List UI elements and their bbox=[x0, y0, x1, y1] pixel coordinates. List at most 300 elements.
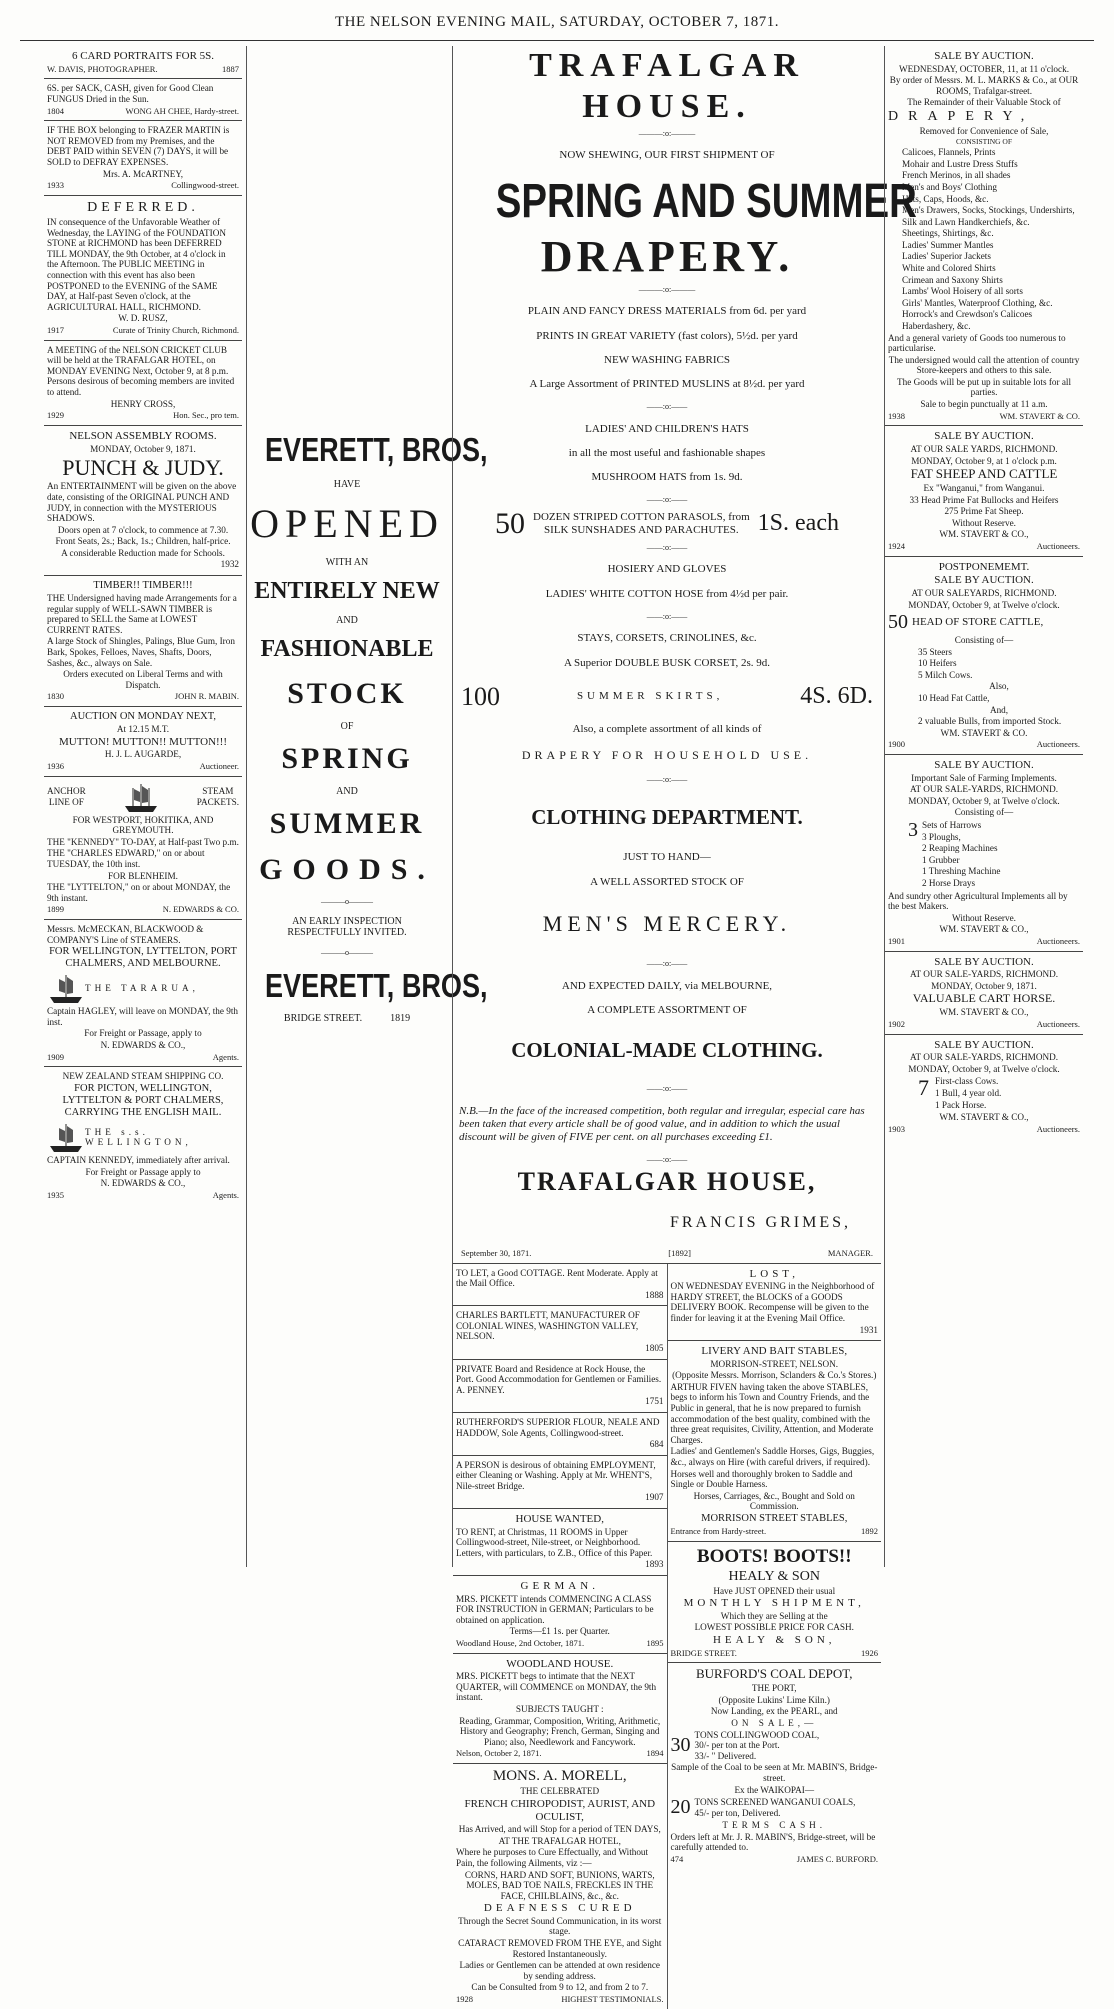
ad-number: 1893 bbox=[645, 1559, 664, 1570]
trafalgar-drapery: DRAPERY. bbox=[540, 231, 794, 281]
everett-opened: OPENED bbox=[250, 501, 444, 546]
trafalgar-hosiery: HOSIERY AND GLOVES bbox=[607, 563, 727, 576]
item: White and Colored Shirts bbox=[902, 263, 996, 274]
trafalgar-number: [1892] bbox=[668, 1248, 691, 1259]
ad-doors: Doors open at 7 o'clock, to commence at 7.30. bbox=[57, 524, 229, 535]
ad-signature: JAMES C. BURFORD. bbox=[796, 1853, 878, 1864]
cattle-qty: 50 bbox=[888, 611, 908, 634]
everett-fashionable: FASHIONABLE bbox=[260, 636, 434, 662]
ad-number: 684 bbox=[649, 1439, 664, 1450]
ad-text: MRS. PICKETT intends COMMENCING A CLASS FOR INSTRUCTION in GERMAN; Particulars to be obtained on application. bbox=[456, 1593, 654, 1625]
ad-fat: FAT SHEEP AND CATTLE bbox=[910, 466, 1058, 482]
ad-general: And a general variety of Goods too numerous to particularise. bbox=[888, 332, 1066, 354]
ad-auction-fat-sheep bbox=[885, 426, 1083, 556]
everett-and2: AND bbox=[336, 786, 358, 797]
ad-text: A PERSON is desirous of obtaining EMPLOYMENT, either Cleaning or Washing. Apply at Mr. WHENT'S, Nile-street Bridge. bbox=[456, 1459, 656, 1491]
coal-20: TONS SCREENED WANGANUI COALS, bbox=[694, 1797, 856, 1808]
ad-opened: Have JUST OPENED their usual bbox=[713, 1585, 836, 1596]
parasols-price: 1S. each bbox=[757, 510, 839, 537]
ad-auction-drapery bbox=[885, 46, 1083, 426]
ad-where: AT OUR SALE-YARDS, RICHMOND. bbox=[909, 969, 1059, 980]
ad-sheep: 275 Prime Fat Sheep. bbox=[944, 506, 1024, 517]
item: Hats, Caps, Hoods, &c. bbox=[902, 193, 989, 204]
ad-title: TIMBER!! TIMBER!!! bbox=[93, 580, 193, 591]
ad-fungus bbox=[44, 79, 242, 121]
trafalgar-household: DRAPERY FOR HOUSEHOLD USE. bbox=[521, 748, 813, 763]
ad-remainder: The Remainder of their Valuable Stock of bbox=[907, 97, 1061, 108]
divider: ——:o:—— bbox=[646, 611, 688, 621]
ad-ladies: Ladies or Gentlemen can be attended at own residence by sending address. bbox=[459, 1960, 660, 1981]
ad-signature: WM. STAVERT & CO., bbox=[939, 529, 1029, 540]
divider: ——:o:—— bbox=[646, 402, 688, 412]
ad-house-wanted bbox=[453, 1509, 667, 1576]
skirts-price: 4S. 6D. bbox=[800, 682, 873, 709]
ad-number: 1917 bbox=[47, 324, 64, 335]
ad-davis bbox=[44, 46, 242, 79]
item: Also, bbox=[989, 681, 1009, 692]
ad-sample: Sample of the Coal to be seen at Mr. MABIN'S, Bridge-street. bbox=[671, 1762, 878, 1783]
everett-and: AND bbox=[336, 615, 358, 626]
ad-number: 1751 bbox=[645, 1396, 664, 1407]
ad-freight: For Freight or Passage apply to bbox=[85, 1166, 201, 1177]
coal-30-qty: 30 bbox=[670, 1734, 691, 1756]
everett-number: 1819 bbox=[390, 1013, 411, 1024]
ad-livery-stables bbox=[668, 1341, 882, 1542]
ad-selling: Which they are Selling at the bbox=[720, 1610, 828, 1621]
ad-date: MONDAY, October 9, at Twelve o'clock. bbox=[908, 599, 1060, 610]
ad-title: SALE BY AUCTION. bbox=[934, 574, 1034, 587]
ad-number: 1938 bbox=[888, 410, 905, 421]
ad-morell bbox=[453, 1764, 667, 2009]
trafalgar-hats: LADIES' AND CHILDREN'S HATS bbox=[585, 422, 749, 435]
item: Silk and Lawn Handkerchiefs, &c. bbox=[902, 216, 1030, 227]
ad-title: SALE BY AUCTION. bbox=[934, 50, 1034, 62]
ad-orders: Orders executed on Liberal Terms and with Dispatch. bbox=[63, 669, 223, 690]
ad-number: 1931 bbox=[859, 1324, 878, 1335]
everett-summer: SUMMER bbox=[269, 807, 425, 840]
ad-nz-steam bbox=[44, 1067, 242, 1204]
ad-where: AT OUR SALEYARDS, RICHMOND. bbox=[911, 587, 1057, 598]
ad-consult: Can be Consulted from 9 to 12, and from 2 to 7. bbox=[471, 1982, 649, 1993]
ad-number: 1899 bbox=[47, 904, 64, 915]
ad-signature: WM. STAVERT & CO. bbox=[940, 727, 1028, 738]
ad-number: 1894 bbox=[646, 1748, 664, 1759]
item: Men's and Boys' Clothing bbox=[902, 181, 997, 192]
ad-number: 1907 bbox=[645, 1492, 664, 1503]
ad-text: IF THE BOX belonging to FRAZER MARTIN is NOT REMOVED from my Premises, and the DEBT PAID within SEVEN (7) DAYS, it will be SOLD to DEFRAY EXPENSES. bbox=[47, 125, 230, 168]
item: Mohair and Lustre Dress Stuffs bbox=[902, 158, 1018, 169]
item: Ladies' Superior Jackets bbox=[902, 251, 991, 262]
column-1 bbox=[44, 46, 242, 1567]
anchor-left: ANCHOR bbox=[47, 785, 86, 796]
ad-number: 1892 bbox=[861, 1525, 878, 1536]
ad-text: An ENTERTAINMENT will be given on the above date, consisting of the ORIGINAL PUNCH AND JUDY, in connection with the MYSTERIOUS SHADOWS. bbox=[47, 481, 237, 524]
item: 2 Horse Drays bbox=[922, 877, 976, 888]
ad-cricket bbox=[44, 341, 242, 426]
item: And, bbox=[989, 704, 1009, 715]
ad-role: Curate of Trinity Church, Richmond. bbox=[112, 324, 239, 335]
coal-20-price: 45/- per ton, Delivered. bbox=[694, 1807, 781, 1818]
ad-signature: Mrs. A. McARTNEY, bbox=[102, 168, 184, 179]
item: Ladies' Summer Mantles bbox=[902, 239, 994, 250]
ad-number: 1935 bbox=[47, 1189, 64, 1200]
ad-auction-cows bbox=[885, 1035, 1083, 1139]
ad-healy-2: HEALY & SON, bbox=[712, 1633, 836, 1646]
ad-stables: MORRISON STREET STABLES, bbox=[701, 1512, 848, 1524]
ad-date: MONDAY, October 9, at Twelve o'clock. bbox=[908, 1063, 1060, 1074]
ad-text: TO LET, a Good COTTAGE. Rent Moderate. Apply at the Mail Office. bbox=[456, 1267, 658, 1289]
ad-subjects: Reading, Grammar, Composition, Writing, Arithmetic, History and Geography; French, German, Singing and Piano; also, Needlework and Fancywork. bbox=[459, 1715, 661, 1747]
ad-title: LIVERY AND BAIT STABLES, bbox=[701, 1345, 848, 1358]
divider: ———o——— bbox=[321, 897, 373, 906]
ad-stock: A large Stock of Shingles, Palings, Blue Gum, Iron Bark, Spokes, Felloes, Naves, Shafts, Doors, Sashes, &c., always on Sale. bbox=[47, 636, 235, 668]
ad-number: 474 bbox=[670, 1853, 684, 1864]
skirts-qty: 100 bbox=[461, 681, 500, 711]
item: Men's Drawers, Socks, Stockings, Undershirts, bbox=[902, 205, 1075, 216]
ad-deafness-text: Through the Secret Sound Communication, in its worst stage. bbox=[458, 1915, 662, 1937]
classifieds bbox=[453, 1264, 881, 2009]
ad-subjects-title: SUBJECTS TAUGHT : bbox=[515, 1704, 604, 1715]
anchor-left2: LINE OF bbox=[48, 797, 84, 808]
ad-role: Auctioneers. bbox=[1036, 1123, 1080, 1134]
trafalgar-clothing: CLOTHING DEPARTMENT. bbox=[531, 805, 803, 830]
item: 35 Steers bbox=[918, 646, 952, 657]
everett-goods: GOODS. bbox=[259, 853, 435, 886]
ad-opposite: (Opposite Messrs. Morrison, Sclanders & Co.'s Stores.) bbox=[672, 1370, 877, 1381]
ad-title: SALE BY AUCTION. bbox=[934, 759, 1034, 772]
ad-order: By order of Messrs. M. L. MARKS & Co., at OUR ROOMS, Trafalgar-street. bbox=[889, 75, 1079, 96]
ad-signature: WM. STAVERT & CO., bbox=[939, 924, 1029, 935]
ad-reserve: Without Reserve. bbox=[952, 912, 1016, 923]
ad-auction-mutton bbox=[44, 707, 242, 777]
divider: ———:o:——— bbox=[638, 128, 696, 138]
ad-signature: WM. STAVERT & CO. bbox=[999, 410, 1080, 421]
item: 5 Milch Cows. bbox=[918, 669, 973, 680]
ship-icon bbox=[47, 971, 85, 1005]
item: 10 Head Fat Cattle, bbox=[918, 693, 990, 704]
ad-line: Messrs. McMECKAN, BLACKWOOD & COMPANY'S Line of STEAMERS. bbox=[47, 924, 204, 945]
trafalgar-title: TRAFALGAR HOUSE. bbox=[529, 47, 805, 125]
divider: ———o——— bbox=[321, 948, 373, 957]
ad-title: SALE BY AUCTION. bbox=[934, 955, 1034, 968]
item: French Merinos, in all shades bbox=[902, 170, 1011, 181]
item: Lambs' Wool Hoisery of all sorts bbox=[902, 286, 1023, 297]
ad-timber bbox=[44, 576, 242, 707]
everett-with: WITH AN bbox=[325, 557, 369, 568]
ad-signature: N. EDWARDS & CO., bbox=[100, 1040, 186, 1051]
ad-for: FOR PICTON, WELLINGTON, LYTTELTON & PORT CHALMERS, CARRYING THE ENGLISH MAIL. bbox=[62, 1082, 224, 1119]
masthead: THE NELSON EVENING MAIL, SATURDAY, OCTOBER 7, 1871. bbox=[20, 14, 1094, 41]
ad-text: Captain HAGLEY, will leave on MONDAY, the 9th inst. bbox=[47, 1006, 238, 1027]
everett-of: OF bbox=[340, 721, 354, 732]
ad-address: Woodland House, 2nd October, 1871. bbox=[456, 1637, 585, 1648]
ad-german bbox=[453, 1576, 667, 1654]
ad-number: 1887 bbox=[222, 63, 239, 74]
ad-mcmeckan bbox=[44, 920, 242, 1067]
ad-consisting: Consisting of— bbox=[954, 807, 1014, 818]
ad-role: Auctioneers. bbox=[1036, 1018, 1080, 1029]
trafalgar-also: Also, a complete assortment of all kinds of bbox=[572, 722, 762, 735]
item: 1 Threshing Machine bbox=[922, 866, 1001, 877]
implements-qty: 3 bbox=[908, 819, 918, 842]
ad-date: Nelson, October 2, 1871. bbox=[456, 1748, 542, 1759]
ship-icon bbox=[47, 1120, 85, 1154]
ad-auction-implements bbox=[885, 755, 1083, 952]
ad-terms: Terms—£1 1s. per Quarter. bbox=[509, 1626, 610, 1637]
ad-cure: Where he purposes to Cure Effectually, and Without Pain, the following Ailments, viz :— bbox=[456, 1847, 649, 1868]
item: 3 Ploughs, bbox=[922, 831, 961, 842]
ad-employment bbox=[453, 1456, 667, 1509]
item: 1 Bull, 4 year old. bbox=[935, 1087, 1002, 1098]
ad-role: Hon. Sec., pro tem. bbox=[173, 410, 239, 421]
ad-title: BOOTS! BOOTS!! bbox=[696, 1545, 852, 1567]
ad-text: RUTHERFORD'S SUPERIOR FLOUR, NEALE AND HADDOW, Sole Agents, Collingwood-street. bbox=[456, 1416, 660, 1438]
ad-seats: Front Seats, 2s.; Back, 1s.; Children, half-price. bbox=[55, 536, 231, 547]
ad-text: MRS. PICKETT begs to intimate that the NEXT QUARTER, will COMMENCE on MONDAY, the 9th instant. bbox=[456, 1671, 657, 1703]
ad-monthly: MONTHLY SHIPMENT, bbox=[683, 1597, 865, 1610]
ad-bridge: BRIDGE STREET. bbox=[670, 1647, 737, 1658]
ad-profession: FRENCH CHIROPODIST, AURIST, AND OCULIST, bbox=[464, 1797, 656, 1823]
ad-venue: NELSON ASSEMBLY ROOMS. bbox=[69, 429, 217, 442]
ad-to-let bbox=[453, 1264, 667, 1307]
ad-lost bbox=[668, 1264, 882, 1342]
coal-30-price: 30/- per ton at the Port. bbox=[694, 1740, 780, 1751]
coal-30: TONS COLLINGWOOD COAL, bbox=[694, 1729, 820, 1740]
ad-number: 1805 bbox=[645, 1343, 664, 1354]
ad-role: Auctioneers. bbox=[1036, 540, 1080, 551]
ad-ship: THE TARARUA, bbox=[85, 983, 199, 994]
ad-role: Agents. bbox=[212, 1051, 239, 1062]
ad-signature: WONG AH CHEE, Hardy-street. bbox=[125, 105, 239, 116]
everett-have: HAVE bbox=[333, 479, 361, 490]
ad-role: Auctioneers. bbox=[1036, 935, 1080, 946]
ad-where: AT OUR SALE-YARDS, RICHMOND. bbox=[909, 784, 1059, 795]
ad-number: 1895 bbox=[646, 1637, 664, 1648]
ad-title: GERMAN. bbox=[520, 1579, 599, 1592]
ad-number: 1902 bbox=[888, 1018, 905, 1029]
divider: ——:o:—— bbox=[646, 542, 688, 552]
everett-title-2: EVERETT, BROS, bbox=[265, 967, 488, 1004]
ad-text: A MEETING of the NELSON CRICKET CLUB will be held at the TRAFALGAR HOTEL, on MONDAY EVENING Next, October 9, at 8 p.m. Persons desirous of becoming members are invited to attend. bbox=[47, 344, 235, 397]
ad-number: 1933 bbox=[47, 180, 64, 191]
column-auctions bbox=[884, 46, 1083, 1567]
ad-saddle: Ladies' and Gentlemen's Saddle Horses, Gigs, Buggies, &c., always on Hire (with careful drivers, if required). bbox=[670, 1446, 875, 1467]
parasols-qty: 50 bbox=[495, 506, 525, 540]
divider: ——:o:—— bbox=[646, 774, 688, 784]
item: Sheetings, Shirtings, &c. bbox=[902, 228, 994, 239]
divider: ——:o:—— bbox=[646, 1084, 688, 1094]
ad-arrived: Has Arrived, and will Stop for a period of TEN DAYS, bbox=[458, 1824, 661, 1835]
ad-street: MORRISON-STREET, NELSON. bbox=[710, 1358, 839, 1369]
ad-schools: A considerable Reduction made for Schools. bbox=[61, 547, 225, 558]
ad-for: FOR WELLINGTON, LYTTELTON, PORT CHALMERS, AND MELBOURNE. bbox=[49, 946, 237, 970]
coal-30-delivered: 33/- " Delivered. bbox=[694, 1750, 757, 1761]
trafalgar-grimes: FRANCIS GRIMES, bbox=[669, 1214, 851, 1232]
coal-20-qty: 20 bbox=[670, 1796, 691, 1819]
classifieds-right bbox=[668, 1264, 882, 2009]
skirts-text: SUMMER SKIRTS, bbox=[576, 689, 724, 702]
ad-number: 1830 bbox=[47, 691, 64, 702]
ad-lowest: LOWEST POSSIBLE PRICE FOR CASH. bbox=[694, 1622, 854, 1633]
ad-number: 1900 bbox=[888, 739, 905, 750]
item: 1 Grubber bbox=[922, 854, 960, 865]
ad-address: Collingwood-street. bbox=[171, 180, 239, 191]
ad-signature: N. EDWARDS & CO., bbox=[100, 1178, 186, 1189]
ad-text: 6S. per SACK, CASH, given for Good Clean FUNGUS Dried in the Sun. bbox=[47, 83, 214, 104]
trafalgar-muslins: A Large Assortment of PRINTED MUSLINS at 8½d. per yard bbox=[529, 377, 805, 390]
ad-for: FOR WESTPORT, HOKITIKA, AND GREYMOUTH. bbox=[72, 814, 214, 836]
ad-title: PUNCH & JUDY. bbox=[62, 455, 224, 481]
ad-text: CHARLES BARTLETT, MANUFACTURER OF COLONIAL WINES, WASHINGTON VALLEY, NELSON. bbox=[456, 1310, 640, 1342]
ad-box bbox=[44, 121, 242, 196]
trafalgar-busk: A Superior DOUBLE BUSK CORSET, 2s. 9d. bbox=[563, 656, 771, 669]
ad-date: MONDAY, October 9, at Twelve o'clock. bbox=[908, 795, 1060, 806]
ad-lyttelton: THE "LYTTELTON," on or about MONDAY, the 9th instant. bbox=[47, 882, 231, 903]
ad-punch-judy bbox=[44, 426, 242, 576]
ad-testimonials: HIGHEST TESTIMONIALS. bbox=[561, 1993, 664, 2004]
ad-text: MUTTON! MUTTON!! MUTTON!!! bbox=[58, 735, 228, 748]
ad-private-board bbox=[453, 1360, 667, 1413]
ad-text: ON WEDNESDAY EVENING in the Neighborhood of HARDY STREET, the BLOCKS of a GOODS DELIVERY BOOK. Recompense will be given to the finder for leaving it at the Evening Mail Office. bbox=[670, 1281, 875, 1323]
item: Crimean and Saxony Shirts bbox=[902, 274, 1003, 285]
item: Calicoes, Flannels, Prints bbox=[902, 147, 996, 158]
ad-auction-cart-horse bbox=[885, 952, 1083, 1035]
ad-text: PRIVATE Board and Residence at Rock House, the Port. Good Accommodation for Gentlemen or Families. A. PENNEY. bbox=[456, 1363, 662, 1395]
everett-street: BRIDGE STREET. bbox=[283, 1013, 363, 1024]
trafalgar-now: NOW SHEWING, OUR FIRST SHIPMENT OF bbox=[559, 149, 775, 162]
trafalgar-title-2: TRAFALGAR HOUSE, bbox=[517, 1167, 817, 1197]
trafalgar-mushroom: MUSHROOM HATS from 1s. 9d. bbox=[591, 471, 743, 484]
ad-title: AUCTION ON MONDAY NEXT, bbox=[69, 711, 217, 723]
ad-boots bbox=[668, 1542, 882, 1664]
item: 2 Reaping Machines bbox=[922, 843, 998, 854]
ad-title: SALE BY AUCTION. bbox=[934, 1038, 1034, 1051]
parasols-text: DOZEN STRIPED COTTON PARASOLS, from bbox=[533, 510, 750, 523]
trafalgar-expected: AND EXPECTED DAILY, via MELBOURNE, bbox=[561, 979, 773, 992]
ad-role: Auctioneer. bbox=[199, 760, 239, 771]
divider: ——:o:—— bbox=[646, 959, 688, 969]
item: 1 Pack Horse. bbox=[935, 1099, 987, 1110]
ad-deafness: DEAFNESS CURED bbox=[483, 1902, 636, 1915]
trafalgar-hose: LADIES' WHITE COTTON HOSE from 4½d per pair. bbox=[545, 587, 789, 600]
ad-text: ARTHUR FIVEN having taken the above STABLES, begs to inform his Town and Country Friends, and the Public in general, that he is now prepared to furnish accommodation of the best quality, combined with the three great requisites, Civility, Attention, and Moderate Charges. bbox=[670, 1381, 874, 1445]
ad-drapery: DRAPERY, bbox=[888, 108, 1035, 124]
trafalgar-just: JUST TO HAND— bbox=[623, 851, 711, 864]
anchor-right2: PACKETS. bbox=[196, 797, 239, 808]
classifieds-left bbox=[453, 1264, 668, 2009]
ad-role: Auctioneers. bbox=[1036, 739, 1080, 750]
trafalgar-shapes: in all the most useful and fashionable shapes bbox=[568, 446, 766, 459]
ad-attention: The undersigned would call the attention of country Store-keepers and others to this sale. bbox=[888, 354, 1080, 376]
item: 10 Heifers bbox=[918, 658, 957, 669]
ad-number: 1804 bbox=[47, 105, 64, 116]
trafalgar-washing: NEW WASHING FABRICS bbox=[604, 353, 730, 366]
ad-anchor-line bbox=[44, 777, 242, 920]
ad-number: 1932 bbox=[220, 559, 239, 570]
trafalgar-mercery: MEN'S MERCERY. bbox=[542, 910, 792, 936]
ad-kennedy: THE "KENNEDY" TO-DAY, at Half-past Two p.m. bbox=[47, 836, 239, 847]
anchor-right: STEAM bbox=[202, 785, 234, 796]
ad-entrance: Entrance from Hardy-street. bbox=[670, 1525, 767, 1536]
ad-begin: Sale to begin punctually at 11 a.m. bbox=[920, 398, 1048, 409]
divider: ———:o:——— bbox=[638, 284, 696, 294]
ad-date: MONDAY, October 9, at 1 o'clock p.m. bbox=[911, 455, 1057, 466]
ad-lukins: (Opposite Lukins' Lime Kiln.) bbox=[718, 1694, 830, 1705]
ad-removed: Removed for Convenience of Sale, bbox=[919, 126, 1049, 137]
item: Horrock's and Crewdson's Calicoes bbox=[902, 309, 1033, 320]
ad-sundry: And sundry other Agricultural Implements all by the best Makers. bbox=[888, 890, 1068, 912]
ad-number: 1903 bbox=[888, 1123, 905, 1134]
ad-lots: The Goods will be put up in suitable lots for all parties. bbox=[896, 376, 1072, 398]
trafalgar-colonial: COLONIAL-MADE CLOTHING. bbox=[511, 1038, 823, 1063]
parasols-silk: SILK SUNSHADES AND PARACHUTES. bbox=[544, 523, 739, 536]
ad-horses: Horses well and thoroughly broken to Saddle and Single or Double Harness. bbox=[670, 1468, 853, 1490]
ad-title: BURFORD'S COAL DEPOT, bbox=[695, 1666, 853, 1682]
everett-stock: STOCK bbox=[287, 677, 407, 710]
item: Sets of Harrows bbox=[922, 820, 982, 831]
ad-title: MONS. A. MORELL, bbox=[492, 1768, 627, 1785]
ad-signature: N. EDWARDS & CO. bbox=[162, 904, 239, 915]
everett-title: EVERETT, BROS, bbox=[265, 431, 488, 468]
everett-new: ENTIRELY NEW bbox=[254, 578, 440, 604]
ad-text: 6 CARD PORTRAITS FOR 5S. bbox=[71, 50, 215, 62]
everett-inspection: AN EARLY INSPECTION RESPECTFULLY INVITED. bbox=[287, 916, 407, 938]
ad-date: MONDAY, October 9, 1871. bbox=[90, 443, 196, 454]
trafalgar-nb: N.B.—In the face of the increased competition, both regular and irregular, especial care has been taken that every article shall be of good value, and in addition to which the usual discount will be given of FIVE per cent. on all purchases exceeding £1. bbox=[459, 1104, 865, 1144]
ad-burford-coal bbox=[668, 1663, 882, 1868]
ad-healy: HEALY & SON bbox=[728, 1568, 820, 1584]
ad-title: SALE BY AUCTION. bbox=[934, 430, 1034, 443]
ad-signature: JOHN R. MABIN. bbox=[174, 691, 239, 702]
ad-ex: Ex "Wanganui," from Wanganui. bbox=[923, 483, 1045, 494]
divider: ——:o:—— bbox=[646, 495, 688, 505]
ad-consisting: Consisting of— bbox=[954, 635, 1014, 646]
item: Girls' Mantles, Waterproof Clothing, &c. bbox=[902, 297, 1053, 308]
ad-bought: Horses, Carriages, &c., Bought and Sold on Commission. bbox=[693, 1490, 855, 1512]
ad-number: 1924 bbox=[888, 540, 905, 551]
ad-hotel: AT THE TRAFALGAR HOTEL, bbox=[498, 1835, 621, 1846]
ad-title: LOST, bbox=[749, 1267, 799, 1280]
ad-reserve: Without Reserve. bbox=[952, 517, 1016, 528]
ad-where: AT OUR SALE YARDS, RICHMOND. bbox=[910, 443, 1058, 454]
ad-number: 1929 bbox=[47, 410, 64, 421]
trafalgar-prints: PRINTS IN GREAT VARIETY (fast colors), 5½d. per yard bbox=[536, 329, 798, 342]
ad-flour bbox=[453, 1413, 667, 1456]
ad-corns: CORNS, HARD AND SOFT, BUNIONS, WARTS, MOLES, BAD TOE NAILS, FRECKLES IN THE FACE, CHILBLAINS, &c., &c. bbox=[464, 1869, 655, 1901]
ad-cataract: CATARACT REMOVED FROM THE EYE, and Sight Restored Instantaneously. bbox=[458, 1938, 662, 1959]
ad-bartlett bbox=[453, 1306, 667, 1359]
ad-text: IN consequence of the Unfavorable Weather of Wednesday, the LAYING of the FOUNDATION STONE at RICHMOND has been DEFERRED TILL MONDAY, the 9th October, at 4 o'clock in the Afternoon. The PUBLIC MEETING in connection with this event has also been POSTPONED to the EVENING of the SAME DAY, at Half-past Seven o'clock, at the AGRICULTURAL HALL, RICHMOND. bbox=[47, 217, 226, 312]
ad-important: Important Sale of Farming Implements. bbox=[911, 772, 1057, 783]
ad-signature: HENRY CROSS, bbox=[110, 398, 176, 409]
ad-text: TO RENT, at Christmas, 11 ROOMS in Upper Collingwood-street, Nile-street, or Neighborhood. Letters, with particulars, to Z.B., Office of this Paper. bbox=[456, 1526, 653, 1558]
ad-time: At 12.15 M.T. bbox=[116, 724, 170, 735]
ad-number: 1926 bbox=[861, 1647, 878, 1658]
ad-text: CAPTAIN KENNEDY, immediately after arrival. bbox=[47, 1155, 230, 1166]
item: First-class Cows. bbox=[935, 1076, 999, 1087]
ad-onsale: ON SALE,— bbox=[731, 1718, 818, 1729]
item: 2 valuable Bulls, from imported Stock. bbox=[918, 716, 1062, 727]
ad-postponement: POSTPONEMEMT. bbox=[938, 560, 1030, 573]
ad-woodland-house bbox=[453, 1654, 667, 1764]
ad-title: DEFERRED. bbox=[87, 199, 199, 215]
ad-number: 1936 bbox=[47, 760, 64, 771]
trafalgar-well: A WELL ASSORTED STOCK OF bbox=[590, 875, 744, 888]
ad-celebrated: THE CELEBRATED bbox=[520, 1786, 600, 1797]
trafalgar-spring: SPRING AND SUMMER bbox=[495, 175, 917, 229]
trafalgar-stays: STAYS, CORSETS, CRINOLINES, &c. bbox=[577, 632, 757, 645]
cows-qty: 7 bbox=[918, 1075, 929, 1101]
